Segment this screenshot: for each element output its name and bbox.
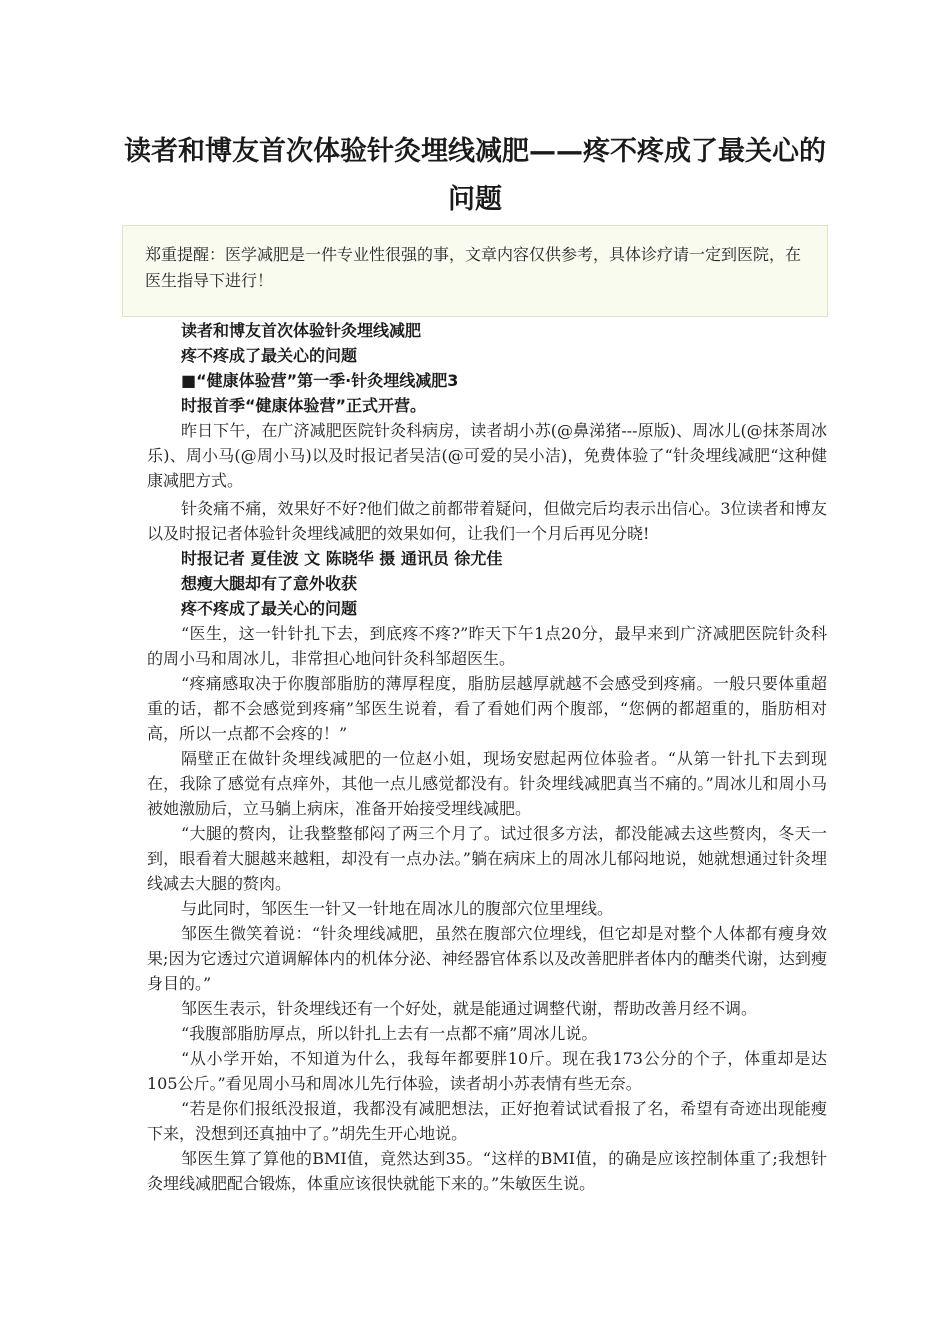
series-label: ■“健康体验营”第一季·针灸埋线减肥3 <box>181 371 459 390</box>
section-heading: 疼不疼成了最关心的问题 <box>181 599 358 618</box>
body-paragraph: “我腹部脂肪厚点，所以针扎上去有一点都不痛”周冰儿说。 <box>181 1024 598 1043</box>
body-paragraph: 邹医生表示，针灸埋线还有一个好处，就是能通过调整代谢，帮助改善月经不调。 <box>181 999 758 1018</box>
notice-text: 郑重提醒：医学减肥是一件专业性很强的事，文章内容仅供参考，具体诊疗请一定到医院，在医生指导下进行！ <box>145 245 802 290</box>
subtitle-line: 读者和博友首次体验针灸埋线减肥 <box>181 321 422 340</box>
article-body <box>147 318 827 1196</box>
body-paragraph: “从小学开始，不知道为什么，我每年都要胖10斤。现在我173公分的个子，体重却是达105公斤。”看见周小马和周冰儿先行体验，读者胡小苏表情有些无奈。 <box>147 1049 827 1093</box>
body-paragraph: “疼痛感取决于你腹部脂肪的薄厚程度，脂肪层越厚就越不会感受到疼痛。一般只要体重超重的话，都不会感觉到疼痛”邹医生说着，看了看她们两个腹部，“您俩的都超重的，脂肪相对高，所以一点都不会疼的！” <box>147 674 827 743</box>
article-title: 读者和博友首次体验针灸埋线减肥——疼不疼成了最关心的问题 <box>124 136 826 215</box>
notice-box <box>122 225 828 317</box>
body-paragraph: 针灸痛不痛，效果好不好?他们做之前都带着疑问，但做完后均表示出信心。3位读者和博友以及时报记者体验针灸埋线减肥的效果如何，让我们一个月后再见分晓! <box>147 499 827 543</box>
body-paragraph: 邹医生微笑着说：“针灸埋线减肥，虽然在腹部穴位埋线，但它却是对整个人体都有瘦身效果;因为它透过穴道调解体内的机体分泌、神经器官体系以及改善肥胖者体内的醣类代谢，达到瘦身目的。” <box>147 924 827 993</box>
subtitle-line: 疼不疼成了最关心的问题 <box>181 346 358 365</box>
section-heading: 想瘦大腿却有了意外收获 <box>181 574 358 593</box>
body-paragraph: 昨日下午，在广济减肥医院针灸科病房，读者胡小苏(@鼻涕猪---原版)、周冰儿(@抹茶周冰乐)、周小马(@周小马)以及时报记者吴洁(@可爱的吴小洁)，免费体验了“针灸埋线减肥“这种健康减肥方式。 <box>147 421 827 490</box>
body-paragraph: 与此同时，邹医生一针又一针地在周冰儿的腹部穴位里埋线。 <box>181 899 614 918</box>
body-paragraph: “大腿的赘肉，让我整整郁闷了两三个月了。试过很多方法，都没能减去这些赘肉，冬天一到，眼看着大腿越来越粗，却没有一点办法。”躺在病床上的周冰儿郁闷地说，她就想通过针灸埋线减去大腿的赘肉。 <box>147 824 827 893</box>
body-paragraph: 邹医生算了算他的BMI值，竟然达到35。“这样的BMI值，的确是应该控制体重了;我想针灸埋线减肥配合锻炼，体重应该很快就能下来的。”朱敏医生说。 <box>147 1149 827 1193</box>
lead-heading: 时报首季“健康体验营”正式开营。 <box>181 396 427 415</box>
body-paragraph: 隔壁正在做针灸埋线减肥的一位赵小姐，现场安慰起两位体验者。“从第一针扎下去到现在，我除了感觉有点痒外，其他一点儿感觉都没有。针灸埋线减肥真当不痛的。”周冰儿和周小马被她激励后，立马躺上病床，准备开始接受埋线减肥。 <box>147 749 827 818</box>
body-paragraph: “若是你们报纸没报道，我都没有减肥想法，正好抱着试试看报了名，希望有奇迹出现能瘦下来，没想到还真抽中了。”胡先生开心地说。 <box>147 1099 827 1143</box>
byline: 时报记者 夏佳波 文 陈晓华 摄 通讯员 徐尤佳 <box>181 549 503 568</box>
body-paragraph: “医生，这一针针扎下去，到底疼不疼?”昨天下午1点20分，最早来到广济减肥医院针灸科的周小马和周冰儿，非常担心地问针灸科邹超医生。 <box>147 624 827 668</box>
